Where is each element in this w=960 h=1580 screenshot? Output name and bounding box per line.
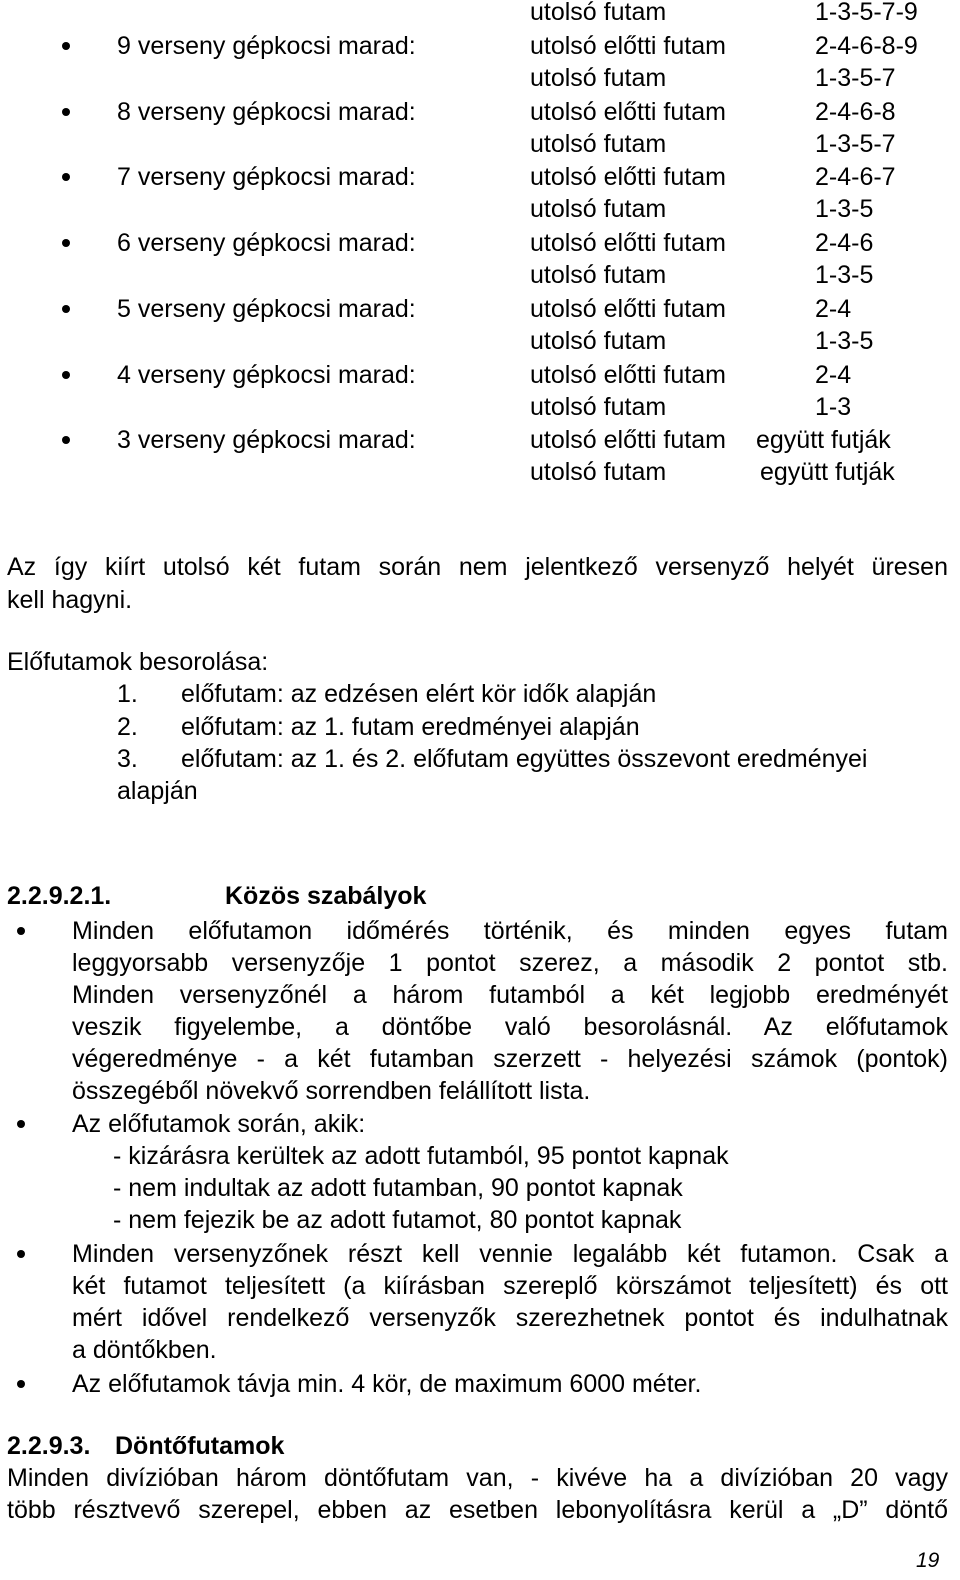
schedule-condition: 6 verseny gépkocsi marad: — [117, 229, 416, 257]
schedule-pre-value: 2-4-6-8 — [815, 98, 896, 126]
rule-line: a döntőkben. — [72, 1336, 217, 1364]
schedule-last-value: 1-3-5 — [815, 327, 874, 355]
classification-item-text: előfutam: az edzésen elért kör idők alapján — [181, 680, 657, 708]
classification-item-num: 3. — [117, 745, 138, 773]
page-number: 19 — [916, 1549, 940, 1572]
schedule-pre-label: utolsó előtti futam — [530, 229, 726, 257]
schedule-last-label: utolsó futam — [530, 195, 667, 223]
classification-item-num: 2. — [117, 713, 138, 741]
first-last-value: 1-3-5-7-9 — [815, 0, 918, 26]
bullet-icon — [62, 436, 70, 444]
bullet-icon — [62, 371, 70, 379]
schedule-pre-value: 2-4 — [815, 361, 852, 389]
finals-line: több résztvevő szerepel, ebben az esetben lebonyolításra kerül a „D” döntő — [7, 1496, 948, 1524]
rule-line: Minden versenyzőnél a három futamból a két legjobb eredményét — [72, 981, 948, 1009]
rule-line: Minden előfutamon időmérés történik, és minden egyes futam — [72, 917, 948, 945]
schedule-last-label: utolsó futam — [530, 393, 667, 421]
classification-heading: Előfutamok besorolása: — [7, 648, 269, 676]
schedule-last-value: 1-3-5-7 — [815, 130, 896, 158]
rule-line: mért idővel rendelkező versenyzők szerezhetnek pontot és indulhatnak — [72, 1304, 948, 1332]
classification-item-text: előfutam: az 1. és 2. előfutam együttes összevont eredményei — [181, 745, 868, 773]
rule-line: leggyorsabb versenyzője 1 pontot szerez, a második 2 pontot stb. — [72, 949, 948, 977]
schedule-last-value: 1-3-5 — [815, 261, 874, 289]
penalty-intro: Az előfutamok során, akik: — [72, 1110, 366, 1138]
note-line-2: kell hagyni. — [7, 586, 133, 614]
rule-line: összegéből növekvő sorrendben felállított lista. — [72, 1077, 591, 1105]
classification-item-num: 1. — [117, 680, 138, 708]
schedule-last-label: utolsó futam — [530, 64, 667, 92]
schedule-condition: 8 verseny gépkocsi marad: — [117, 98, 416, 126]
schedule-pre-label: utolsó előtti futam — [530, 361, 726, 389]
schedule-last-label: utolsó futam — [530, 130, 667, 158]
distance-rule: Az előfutamok távja min. 4 kör, de maximum 6000 méter. — [72, 1370, 702, 1398]
bullet-icon — [17, 1380, 25, 1388]
bullet-icon — [17, 927, 25, 935]
rule-line: végeredménye - a két futamban szerzett - helyezési számok (pontok) — [72, 1045, 948, 1073]
schedule-last-label: utolsó futam — [530, 327, 667, 355]
bullet-icon — [17, 1250, 25, 1258]
schedule-last-value: 1-3 — [815, 393, 852, 421]
schedule-pre-label: utolsó előtti futam — [530, 98, 726, 126]
penalty-item: - nem indultak az adott futamban, 90 pontot kapnak — [113, 1174, 683, 1202]
schedule-condition: 7 verseny gépkocsi marad: — [117, 163, 416, 191]
classification-item-text: előfutam: az 1. futam eredményei alapján — [181, 713, 640, 741]
schedule-pre-label: utolsó előtti futam — [530, 426, 726, 454]
schedule-pre-value: 2-4-6-8-9 — [815, 32, 918, 60]
bullet-icon — [62, 239, 70, 247]
schedule-pre-value: 2-4 — [815, 295, 852, 323]
schedule-pre-label: utolsó előtti futam — [530, 32, 726, 60]
classification-item-text-cont: alapján — [117, 777, 198, 805]
penalty-item: - nem fejezik be az adott futamot, 80 pontot kapnak — [113, 1206, 682, 1234]
schedule-last-value: együtt futják — [760, 458, 895, 486]
schedule-condition: 4 verseny gépkocsi marad: — [117, 361, 416, 389]
schedule-last-value: 1-3-5 — [815, 195, 874, 223]
section-title: Döntőfutamok — [115, 1432, 285, 1460]
schedule-pre-label: utolsó előtti futam — [530, 163, 726, 191]
schedule-pre-value: együtt futják — [756, 426, 891, 454]
first-last-label: utolsó futam — [530, 0, 667, 26]
schedule-pre-label: utolsó előtti futam — [530, 295, 726, 323]
penalty-item: - kizárásra kerültek az adott futamból, 95 pontot kapnak — [113, 1142, 729, 1170]
note-line-1: Az így kiírt utolsó két futam során nem jelentkező versenyző helyét üresen — [7, 553, 948, 581]
schedule-condition: 3 verseny gépkocsi marad: — [117, 426, 416, 454]
section-title: Közös szabályok — [225, 882, 427, 910]
schedule-pre-value: 2-4-6-7 — [815, 163, 896, 191]
finals-line: Minden divízióban három döntőfutam van, - kivéve ha a divízióban 20 vagy — [7, 1464, 948, 1492]
bullet-icon — [17, 1120, 25, 1128]
bullet-icon — [62, 42, 70, 50]
rule-line: Minden versenyzőnek részt kell vennie legalább két futamon. Csak a — [72, 1240, 948, 1268]
section-number: 2.2.9.3. — [7, 1432, 91, 1460]
schedule-pre-value: 2-4-6 — [815, 229, 874, 257]
schedule-last-value: 1-3-5-7 — [815, 64, 896, 92]
schedule-condition: 9 verseny gépkocsi marad: — [117, 32, 416, 60]
bullet-icon — [62, 305, 70, 313]
rule-line: két futamot teljesített (a kiírásban szereplő körszámot teljesített) és ott — [72, 1272, 948, 1300]
bullet-icon — [62, 173, 70, 181]
bullet-icon — [62, 108, 70, 116]
schedule-last-label: utolsó futam — [530, 261, 667, 289]
schedule-last-label: utolsó futam — [530, 458, 667, 486]
schedule-condition: 5 verseny gépkocsi marad: — [117, 295, 416, 323]
rule-line: veszik figyelembe, a döntőbe való besorolásnál. Az előfutamok — [72, 1013, 948, 1041]
section-number: 2.2.9.2.1. — [7, 882, 112, 910]
